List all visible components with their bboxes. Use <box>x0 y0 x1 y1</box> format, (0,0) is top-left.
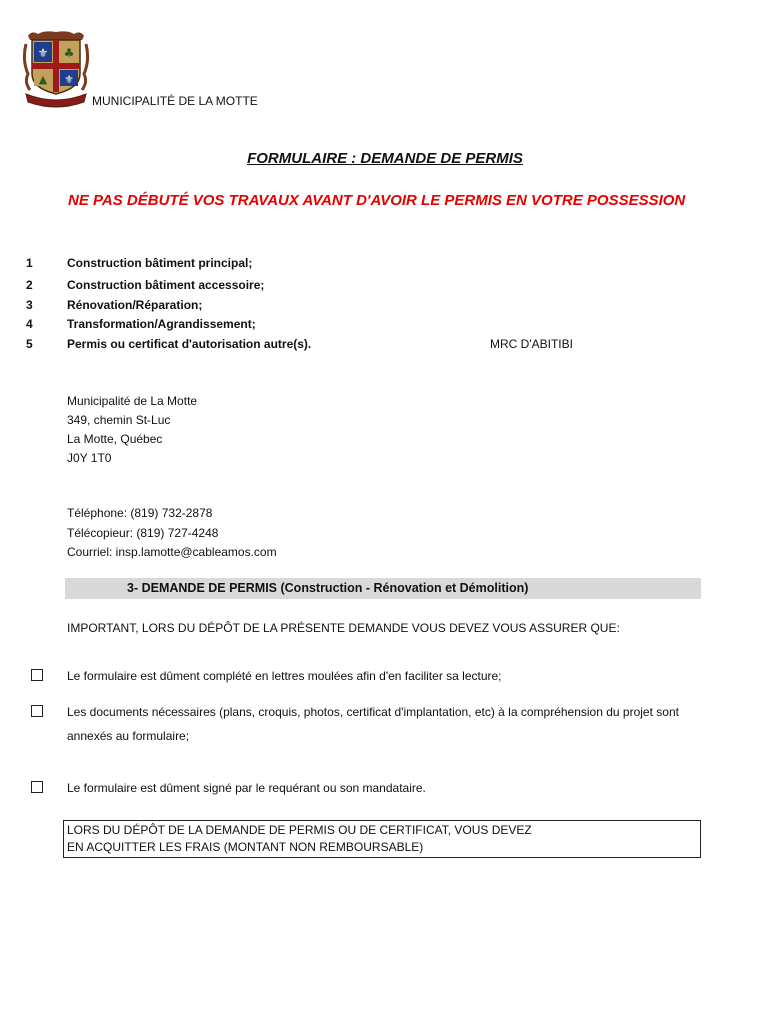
svg-text:⚜: ⚜ <box>37 46 49 60</box>
fax-number: Télécopieur: (819) 727-4248 <box>67 525 219 540</box>
section-title: 3- DEMANDE DE PERMIS (Construction - Rénovation et Démolition) <box>127 581 529 595</box>
fee-notice-line: LORS DU DÉPÔT DE LA DEMANDE DE PERMIS OU DE CERTIFICAT, VOUS DEVEZ <box>67 823 532 837</box>
municipal-crest-icon <box>22 30 90 110</box>
municipality-address <box>67 392 197 468</box>
list-item-label: Rénovation/Réparation; <box>67 297 203 312</box>
checklist-text: Le formulaire est dûment complété en lettres moulées afin d'en faciliter sa lecture; <box>67 669 502 683</box>
list-item-number: 4 <box>26 317 33 331</box>
svg-text:♣: ♣ <box>63 46 75 60</box>
list-item <box>26 256 646 278</box>
contact-info <box>67 504 277 563</box>
list-item-label: Transformation/Agrandissement; <box>67 317 256 331</box>
mrc-label: MRC D'ABITIBI <box>490 337 573 351</box>
checkbox[interactable] <box>31 669 43 681</box>
form-title <box>0 150 770 167</box>
checklist-text: Les documents nécessaires (plans, croquis, photos, certificat d'implantation, etc) à la compréhension du projet sont annexés au formulaire; <box>67 705 679 743</box>
address-line: Municipalité de La Motte <box>67 394 198 408</box>
list-item-label: Construction bâtiment principal; <box>67 256 253 270</box>
list-item-label: Permis ou certificat d'autorisation autre(s). <box>67 336 312 351</box>
address-line: La Motte, Québec <box>67 432 163 446</box>
checkbox[interactable] <box>31 781 43 793</box>
section-header <box>65 578 701 599</box>
form-title-text: FORMULAIRE : DEMANDE DE PERMIS <box>247 150 523 167</box>
phone-number: Téléphone: (819) 732-2878 <box>67 506 213 520</box>
email-address: Courriel: insp.lamotte@cableamos.com <box>67 545 277 559</box>
list-item-number: 2 <box>26 278 33 292</box>
list-item-number: 1 <box>26 256 33 270</box>
important-notice: IMPORTANT, LORS DU DÉPÔT DE LA PRÉSENTE DEMANDE VOUS DEVEZ VOUS ASSURER QUE: <box>67 621 620 635</box>
address-line: J0Y 1T0 <box>67 451 112 465</box>
svg-text:⚜: ⚜ <box>64 73 74 86</box>
list-item-number: 3 <box>26 297 33 312</box>
list-item <box>26 317 646 337</box>
fee-notice-line: EN ACQUITTER LES FRAIS (MONTANT NON REMBOURSABLE) <box>67 840 424 854</box>
fee-notice-box <box>63 820 701 858</box>
address-line: 349, chemin St-Luc <box>67 413 171 427</box>
checkbox[interactable] <box>31 705 43 717</box>
svg-text:▲: ▲ <box>38 73 48 86</box>
warning-text: NE PAS DÉBUTÉ VOS TRAVAUX AVANT D'AVOIR LE PERMIS EN VOTRE POSSESSION <box>68 192 686 209</box>
municipality-name: MUNICIPALITÉ DE LA MOTTE <box>92 94 258 108</box>
list-item <box>26 278 646 298</box>
checklist-text: Le formulaire est dûment signé par le requérant ou son mandataire. <box>67 781 426 795</box>
list-item <box>26 298 646 318</box>
list-item-label: Construction bâtiment accessoire; <box>67 278 265 292</box>
list-item-number: 5 <box>26 336 33 351</box>
